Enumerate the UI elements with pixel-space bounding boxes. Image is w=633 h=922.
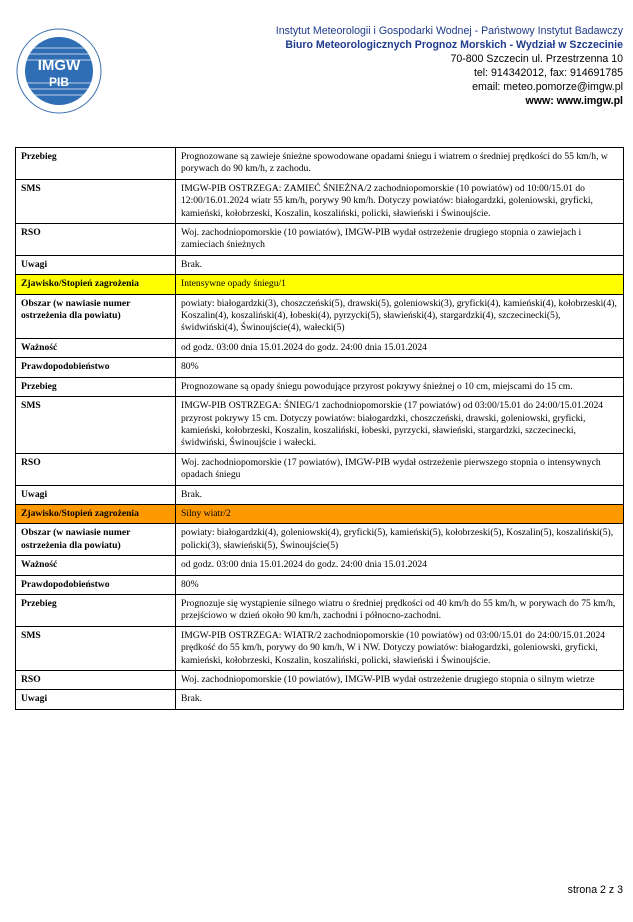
table-row [16,556,624,575]
table-row [16,338,624,357]
table-row [16,275,624,294]
value-sms: IMGW-PIB OSTRZEGA: WIATR/2 zachodniopomorskie (10 powiatów) od 03:00/15.01 do 24:00/15.01.2024 prędkość do 55 km/h, porywy do 90 km/h, W i NW. Dotyczy powiatów: białogardzki, goleniowski, gryficki, kamieński, kołobrzeski, Koszalin, koszaliński, policki, sławieński i Świnoujście. [176,626,624,670]
value-przebieg: Prognozuje się wystąpienie silnego wiatru o średniej prędkości od 40 km/h do 55 km/h, w porywach do 75 km/h, przejściowo w dzień około 90 km/h, zachodni i północno-zachodni. [176,594,624,626]
imgw-logo [16,28,102,114]
value-uwagi: Brak. [176,485,624,504]
value-uwagi: Brak. [176,690,624,709]
label-prawdopodobienstwo: Prawdopodobieństwo [16,358,176,377]
label-sms: SMS [16,397,176,454]
phone-fax: tel: 914342012, fax: 914691785 [473,67,623,79]
value-prawdopodobienstwo: 80% [176,575,624,594]
email-contact: email: meteo.pomorze@imgw.pl [472,81,623,93]
value-waznosc: od godz. 03:00 dnia 15.01.2024 do godz. 24:00 dnia 15.01.2024 [176,556,624,575]
institute-header [276,24,623,108]
logo-text: IMGW [37,57,81,74]
table-row [16,255,624,274]
value-uwagi: Brak. [176,255,624,274]
value-obszar: powiaty: białogardzki(4), goleniowski(4), gryficki(5), kamieński(5), kołobrzeski(5), Koszalin(5), koszaliński(5), policki(3), sławieński(5), Świnoujście(5) [176,524,624,556]
value-przebieg: Prognozowane są zawieje śnieżne spowodowane opadami śniegu i wiatrem o średniej prędkości do 55 km/h, w porywach do 90 km/h, z zachodu. [176,148,624,180]
table-row [16,453,624,485]
value-waznosc: od godz. 03:00 dnia 15.01.2024 do godz. 24:00 dnia 15.01.2024 [176,338,624,357]
label-obszar: Obszar (w nawiasie numer ostrzeżenia dla powiatu) [16,294,176,338]
value-rso: Woj. zachodniopomorskie (17 powiatów), IMGW-PIB wydał ostrzeżenie pierwszego stopnia o intensywnych opadach śniegu [176,453,624,485]
table-row [16,294,624,338]
table-row [16,148,624,180]
table-row [16,397,624,454]
label-uwagi: Uwagi [16,690,176,709]
label-rso: RSO [16,453,176,485]
institute-name: Instytut Meteorologii i Gospodarki Wodnej - Państwowy Instytut Badawczy [275,25,623,37]
table-row [16,504,624,523]
value-zjawisko: Intensywne opady śniegu/1 [176,275,624,294]
website: www: www.imgw.pl [525,95,623,107]
table-row [16,485,624,504]
table-row [16,358,624,377]
label-waznosc: Ważność [16,556,176,575]
table-row [16,594,624,626]
label-sms: SMS [16,179,176,223]
label-zjawisko: Zjawisko/Stopień zagrożenia [16,275,176,294]
value-sms: IMGW-PIB OSTRZEGA: ZAMIEĆ ŚNIEŻNA/2 zachodniopomorskie (10 powiatów) od 10:00/15.01 do 12:00/16.01.2024 wiatr 55 km/h, porywy 90 km/h. Dotyczy powiatów: białogardzki, goleniowski, gryficki, kamieński, kołobrzeski, Koszalin, koszaliński, policki, sławieński i Świnoujście. [176,179,624,223]
label-uwagi: Uwagi [16,255,176,274]
label-przebieg: Przebieg [16,377,176,396]
value-obszar: powiaty: białogardzki(3), choszczeński(5), drawski(5), goleniowski(3), gryficki(4), kamieński(4), kołobrzeski(4), Koszalin(4), koszaliński(4), łobeski(4), pyrzycki(5), sławieński(4), stargardzki(4), szczecinecki(5), świdwiński(4), Świnoujście(4), wałecki(5) [176,294,624,338]
table-row [16,524,624,556]
label-obszar: Obszar (w nawiasie numer ostrzeżenia dla powiatu) [16,524,176,556]
table-row [16,626,624,670]
value-rso: Woj. zachodniopomorskie (10 powiatów), IMGW-PIB wydał ostrzeżenie drugiego stopnia o silnym wietrze [176,671,624,690]
value-zjawisko: Silny wiatr/2 [176,504,624,523]
table-row [16,671,624,690]
label-rso: RSO [16,671,176,690]
label-uwagi: Uwagi [16,485,176,504]
svg-text:PIB: PIB [48,75,70,89]
table-row [16,179,624,223]
warnings-table [15,147,624,710]
table-row [16,575,624,594]
value-przebieg: Prognozowane są opady śniegu powodujące przyrost pokrywy śnieżnej o 10 cm, miejscami do 15 cm. [176,377,624,396]
bureau-name: Biuro Meteorologicznych Prognoz Morskich - Wydział w Szczecinie [285,39,623,51]
page-number: strona 2 z 3 [567,884,623,896]
value-sms: IMGW-PIB OSTRZEGA: ŚNIEG/1 zachodniopomorskie (17 powiatów) od 03:00/15.01 do 24:00/15.01.2024 przyrost pokrywy 15 cm. Dotyczy powiatów: białogardzki, choszczeński, drawski, goleniowski, gryficki, kamieński, kołobrzeski, Koszalin, koszaliński, łobeski, pyrzycki, sławieński, stargardzki, szczecinecki, świdwiński, Świnoujście i wałecki. [176,397,624,454]
value-rso: Woj. zachodniopomorskie (10 powiatów), IMGW-PIB wydał ostrzeżenie drugiego stopnia o zawiejach i zamieciach śnieżnych [176,224,624,256]
table-row [16,377,624,396]
label-zjawisko: Zjawisko/Stopień zagrożenia [16,504,176,523]
label-przebieg: Przebieg [16,594,176,626]
label-przebieg: Przebieg [16,148,176,180]
value-prawdopodobienstwo: 80% [176,358,624,377]
label-waznosc: Ważność [16,338,176,357]
label-sms: SMS [16,626,176,670]
table-row [16,224,624,256]
address: 70-800 Szczecin ul. Przestrzenna 10 [450,53,623,65]
table-row [16,690,624,709]
label-prawdopodobienstwo: Prawdopodobieństwo [16,575,176,594]
label-rso: RSO [16,224,176,256]
